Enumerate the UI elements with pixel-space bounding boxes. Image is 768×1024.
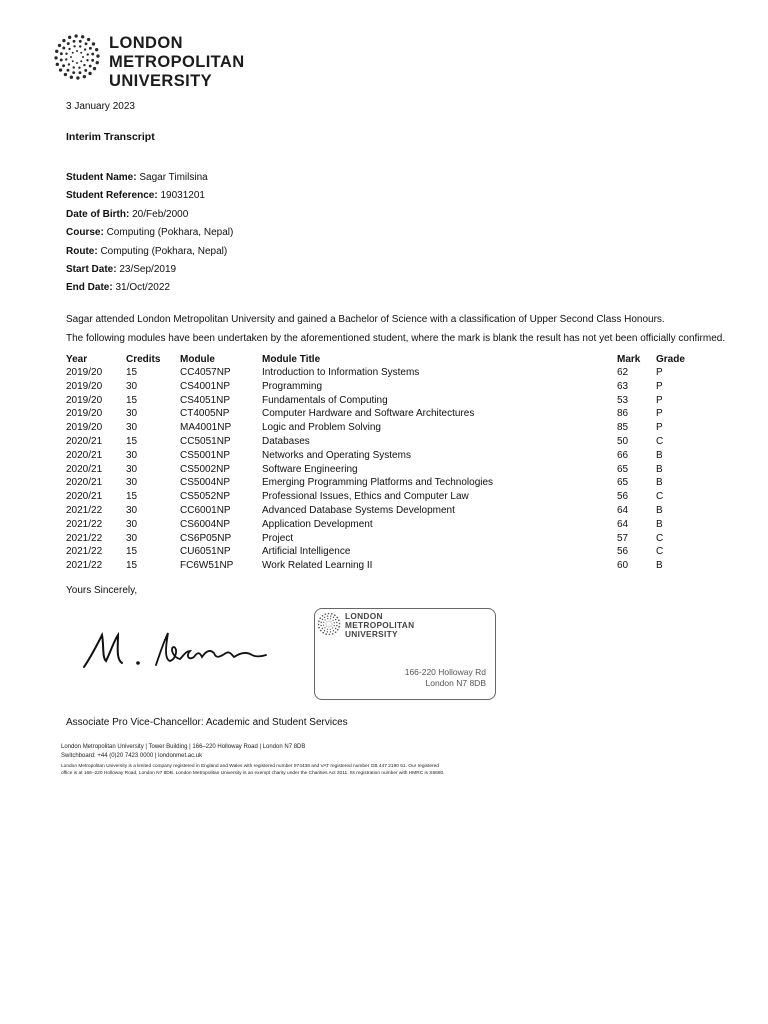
logo-dot — [330, 629, 331, 630]
route: Computing (Pokhara, Nepal) — [100, 245, 228, 257]
cell-credits: 15 — [126, 435, 138, 447]
cell-credits: 15 — [126, 394, 138, 406]
logo-dot — [337, 629, 339, 631]
table-row — [66, 491, 686, 505]
cell-module-code: FC6W51NP — [180, 560, 234, 572]
logo-dot — [62, 39, 65, 42]
logo-dot — [338, 626, 340, 628]
table-row — [66, 505, 686, 519]
cell-mark: 62 — [617, 367, 629, 378]
document-title: Interim Transcript — [66, 131, 155, 143]
logo-dot — [339, 623, 341, 625]
logo-dot — [336, 622, 337, 623]
logo-dot — [333, 617, 334, 618]
cell-module-code: CS4051NP — [180, 394, 231, 406]
cell-mark: 86 — [617, 408, 629, 420]
cell-module-title: Programming — [262, 380, 323, 392]
logo-dot — [329, 627, 330, 628]
logo-dot — [79, 71, 82, 74]
logo-dot — [330, 618, 331, 619]
logo-dot — [322, 632, 324, 634]
logo-dot — [327, 618, 328, 619]
logo-dot — [336, 617, 338, 619]
cell-credits: 15 — [126, 491, 138, 503]
logo-dot — [73, 40, 76, 43]
cell-credits: 15 — [126, 546, 138, 558]
cell-module-title: Project — [262, 532, 294, 544]
cell-module-code: CS5002NP — [180, 463, 231, 475]
start-date-label: Start Date: — [66, 264, 117, 276]
cell-credits: 30 — [126, 532, 138, 544]
logo-dot — [73, 66, 75, 68]
signature-image — [80, 625, 270, 675]
footer-address: London Metropolitan University | Tower Building | 166–220 Holloway Road | London N7 8DB — [61, 744, 306, 750]
stamp-university-name — [345, 612, 414, 640]
logo-dot — [79, 40, 82, 43]
logo-dot — [68, 63, 70, 65]
student-details — [66, 169, 233, 298]
logo-dot — [320, 630, 322, 632]
cell-grade: B — [656, 518, 663, 530]
footer-legal — [61, 763, 445, 777]
logo-dot — [72, 71, 75, 74]
logo-dot — [60, 59, 63, 62]
logo-dot — [331, 621, 332, 622]
cell-credits: 30 — [126, 422, 138, 434]
logo-dot — [65, 58, 67, 60]
cell-year: 2019/20 — [66, 380, 103, 392]
table-row — [66, 519, 686, 533]
cell-mark: 60 — [617, 560, 629, 572]
cell-module-title: Fundamentals of Computing — [262, 394, 388, 406]
logo-dot — [86, 59, 88, 61]
cell-credits: 15 — [126, 560, 138, 572]
logo-dot — [325, 619, 326, 620]
logo-dot — [322, 615, 324, 617]
logo-dot — [80, 52, 82, 54]
date-of-birth: 20/Feb/2000 — [132, 208, 189, 220]
cell-module-title: Professional Issues, Ethics and Computer Law — [262, 491, 469, 503]
logo-dot — [335, 628, 336, 629]
cell-module-title: Work Related Learning II — [262, 560, 373, 572]
logo-dot — [332, 620, 333, 621]
cell-year: 2019/20 — [66, 422, 103, 434]
cell-grade: P — [656, 394, 663, 406]
header-mark: Mark — [617, 354, 641, 365]
logo-dot — [336, 625, 337, 626]
header-grade: Grade — [656, 354, 685, 365]
logo-dot — [76, 50, 78, 52]
logo-dot — [324, 630, 325, 631]
logo-dot — [76, 62, 78, 64]
logo-dot — [96, 54, 99, 57]
logo-dot — [329, 634, 331, 635]
cell-credits: 30 — [126, 380, 138, 392]
logo-dot — [319, 617, 321, 619]
student-name-label: Student Name: — [66, 172, 137, 183]
cell-module-title: Advanced Database Systems Development — [262, 504, 455, 516]
cell-module-title: Logic and Problem Solving — [262, 422, 381, 434]
date-of-birth-label: Date of Birth: — [66, 208, 130, 220]
cell-module-title: Networks and Operating Systems — [262, 449, 411, 461]
cell-year: 2021/22 — [66, 518, 103, 530]
cell-grade: B — [656, 477, 663, 489]
logo-dot — [68, 48, 70, 50]
cell-mark: 85 — [617, 422, 629, 434]
logo-dot — [67, 42, 70, 45]
logo-dot — [320, 625, 321, 626]
header-year: Year — [66, 354, 88, 365]
table-header-row — [66, 352, 686, 367]
cell-grade: C — [656, 532, 664, 544]
logo-dot — [91, 53, 94, 56]
end-date-row — [66, 279, 233, 297]
cell-mark: 64 — [617, 504, 629, 516]
footer-contact — [61, 743, 305, 760]
signatory-role: Associate Pro Vice-Chancellor: Academic and Student Services — [66, 717, 348, 728]
logo-dot — [326, 624, 327, 625]
cell-module-code: CS6004NP — [180, 518, 231, 530]
table-row — [66, 464, 686, 478]
cell-year: 2020/21 — [66, 435, 103, 447]
cell-module-code: CS4001NP — [180, 380, 231, 392]
end-date-label: End Date: — [66, 282, 113, 294]
table-row — [66, 546, 686, 560]
logo-dot — [70, 56, 72, 58]
cell-module-code: CT4005NP — [180, 408, 230, 420]
cell-grade: C — [656, 491, 664, 503]
student-name-row — [66, 169, 233, 187]
cell-mark: 53 — [617, 394, 629, 406]
stamp-logo-icon — [318, 613, 342, 635]
cell-credits: 30 — [126, 449, 138, 461]
logo-dot — [54, 56, 57, 59]
closing-salutation: Yours Sincerely, — [66, 585, 138, 596]
logo-dot — [92, 42, 95, 45]
cell-module-code: CC5051NP — [180, 435, 231, 447]
cell-grade: B — [656, 504, 663, 516]
cell-module-title: Software Engineering — [262, 463, 358, 475]
cell-mark: 56 — [617, 491, 629, 503]
logo-dot — [70, 76, 73, 79]
course-row — [66, 224, 233, 242]
logo-dot — [324, 613, 326, 615]
cell-mark: 65 — [617, 477, 629, 489]
cell-module-title: Computer Hardware and Software Architectures — [262, 408, 475, 420]
table-row — [66, 381, 686, 395]
logo-line-1: LONDON — [109, 34, 183, 52]
logo-dot — [96, 61, 99, 64]
logo-dot — [56, 63, 59, 66]
logo-dot — [89, 47, 92, 50]
cell-mark: 57 — [617, 532, 629, 544]
logo-dot — [331, 613, 333, 615]
cell-year: 2019/20 — [66, 394, 103, 406]
end-date: 31/Oct/2022 — [115, 282, 170, 294]
logo-dot — [323, 625, 324, 626]
cell-module-code: CS6P05NP — [180, 532, 232, 544]
logo-dot — [333, 630, 334, 631]
logo-dot — [324, 617, 325, 618]
stamp-line-1: LONDON — [345, 611, 383, 621]
cell-grade: P — [656, 408, 663, 420]
logo-dot — [72, 52, 74, 54]
logo-dot — [338, 619, 340, 621]
logo-dot — [64, 73, 67, 76]
logo-dot — [88, 72, 91, 75]
logo-dot — [334, 614, 336, 616]
course-label: Course: — [66, 227, 104, 239]
cell-module-title: Application Development — [262, 518, 373, 530]
footer-legal-line-1: London Metropolitan University is a limited company registered in England and Wales with registered number 974438 and VAT registered number GB 447 2190 51. Our registered — [61, 764, 439, 769]
logo-dot — [326, 621, 327, 622]
logo-dot — [87, 53, 89, 55]
table-row — [66, 367, 686, 381]
student-reference-label: Student Reference: — [66, 190, 158, 202]
cell-year: 2021/22 — [66, 504, 103, 516]
cell-mark: 63 — [617, 380, 629, 392]
logo-dot — [327, 629, 328, 630]
logo-dot — [80, 60, 82, 62]
cell-credits: 30 — [126, 518, 138, 530]
university-logo-icon — [50, 32, 110, 82]
logo-dot — [55, 50, 58, 53]
logo-dot — [87, 38, 90, 41]
logo-dot — [81, 35, 84, 38]
stamp-address-line-2: London N7 8DB — [425, 678, 486, 688]
route-row — [66, 243, 233, 261]
logo-dot — [330, 631, 331, 632]
route-label: Route: — [66, 245, 98, 257]
logo-dot — [79, 45, 81, 47]
logo-dot — [62, 64, 65, 67]
cell-module-code: CS5001NP — [180, 449, 231, 461]
logo-dot — [95, 48, 98, 51]
stamp-line-3: UNIVERSITY — [345, 629, 398, 640]
cell-module-code: CS5052NP — [180, 491, 231, 503]
logo-dot — [76, 76, 79, 79]
logo-dot — [332, 633, 334, 635]
cell-module-code: CU6051NP — [180, 546, 231, 558]
cell-grade: B — [656, 463, 663, 475]
cell-module-code: CC6001NP — [180, 504, 231, 516]
table-row — [66, 477, 686, 491]
table-row — [66, 533, 686, 547]
header-credits: Credits — [126, 354, 161, 365]
cell-module-title: Introduction to Information Systems — [262, 367, 420, 378]
table-row — [66, 395, 686, 409]
letter-date: 3 January 2023 — [66, 101, 135, 112]
cell-credits: 30 — [126, 408, 138, 420]
logo-dot — [322, 619, 323, 620]
cell-grade: P — [656, 367, 663, 378]
logo-line-2: METROPOLITAN — [109, 53, 245, 71]
logo-dot — [326, 626, 327, 627]
logo-dot — [327, 631, 328, 632]
logo-dot — [325, 633, 327, 635]
cell-year: 2020/21 — [66, 463, 103, 475]
logo-dot — [93, 67, 96, 70]
cell-module-title: Databases — [262, 435, 310, 447]
course: Computing (Pokhara, Nepal) — [106, 227, 234, 239]
logo-dot — [330, 615, 331, 616]
cell-credits: 30 — [126, 463, 138, 475]
cell-module-code: CS5004NP — [180, 477, 231, 489]
logo-dot — [332, 624, 333, 625]
stamp-address-line-1: 166-220 Holloway Rd — [404, 667, 486, 677]
cell-mark: 56 — [617, 546, 629, 558]
logo-dot — [318, 620, 320, 622]
cell-mark: 50 — [617, 435, 629, 447]
logo-dot — [68, 36, 71, 39]
logo-dot — [335, 619, 336, 620]
logo-dot — [334, 622, 335, 623]
cell-year: 2021/22 — [66, 560, 103, 572]
table-row — [66, 422, 686, 436]
logo-dot — [78, 67, 80, 69]
date-of-birth-row — [66, 206, 233, 224]
cell-module-code: CC4057NP — [180, 367, 231, 378]
logo-dot — [74, 34, 77, 37]
logo-dot — [65, 53, 67, 55]
cell-grade: C — [656, 546, 664, 558]
modules-intro: The following modules have been undertaken by the aforementioned student, where the mark is blank the result has not yet been officially confirmed. — [66, 333, 726, 344]
logo-dot — [91, 59, 94, 62]
logo-dot — [62, 47, 65, 50]
logo-dot — [83, 64, 85, 66]
logo-dot — [58, 44, 61, 47]
table-row — [66, 450, 686, 464]
logo-dot — [85, 42, 88, 45]
logo-dot — [322, 628, 323, 629]
cell-grade: P — [656, 380, 663, 392]
cell-credits: 30 — [126, 504, 138, 516]
logo-dot — [84, 69, 87, 72]
award-statement: Sagar attended London Metropolitan University and gained a Bachelor of Science with a classification of Upper Second Class Honours. — [66, 314, 665, 325]
cell-year: 2021/22 — [66, 532, 103, 544]
start-date-row — [66, 261, 233, 279]
logo-dot — [318, 624, 319, 626]
logo-dot — [328, 613, 330, 614]
logo-dot — [327, 615, 328, 616]
logo-dot — [329, 621, 330, 622]
cell-mark: 64 — [617, 518, 629, 530]
university-name — [109, 34, 245, 91]
cell-grade: B — [656, 560, 663, 572]
student-name: Sagar Timilsina — [139, 172, 208, 183]
footer-legal-line-2: office is at 166–220 Holloway Road, London N7 8DB. London Metropolitan University is an exempt charity under the Charities Act 2011. Its registration number with HMRC is X6680. — [61, 771, 445, 776]
cell-year: 2020/21 — [66, 477, 103, 489]
cell-year: 2021/22 — [66, 546, 103, 558]
logo-dot — [83, 75, 86, 78]
logo-dot — [60, 52, 63, 55]
cell-mark: 66 — [617, 449, 629, 461]
cell-year: 2020/21 — [66, 449, 103, 461]
logo-dot — [59, 68, 62, 71]
cell-credits: 30 — [126, 477, 138, 489]
table-row — [66, 408, 686, 422]
cell-year: 2019/20 — [66, 408, 103, 420]
cell-year: 2019/20 — [66, 367, 103, 378]
cell-module-code: MA4001NP — [180, 422, 232, 434]
logo-line-3: UNIVERSITY — [109, 72, 213, 90]
logo-dot — [89, 65, 92, 68]
cell-grade: B — [656, 449, 663, 461]
table-row — [66, 560, 686, 574]
table-row — [66, 436, 686, 450]
cell-module-title: Artificial Intelligence — [262, 546, 351, 558]
modules-table — [66, 352, 686, 574]
logo-dot — [323, 622, 324, 623]
logo-dot — [334, 625, 335, 626]
logo-dot — [72, 60, 74, 62]
student-reference-row — [66, 187, 233, 205]
logo-dot — [332, 627, 333, 628]
cell-module-title: Emerging Programming Platforms and Technologies — [262, 477, 494, 489]
logo-dot — [73, 45, 75, 47]
logo-dot — [318, 627, 320, 629]
logo-dot — [67, 69, 70, 72]
stamp-address — [398, 667, 486, 689]
header-module: Module — [180, 354, 215, 365]
cell-mark: 65 — [617, 463, 629, 475]
cell-grade: P — [656, 422, 663, 434]
logo-dot — [335, 631, 337, 633]
start-date: 23/Sep/2019 — [119, 264, 177, 276]
cell-credits: 15 — [126, 367, 138, 378]
stamp-line-2: METROPOLITAN — [345, 620, 415, 631]
logo-dot — [324, 627, 325, 628]
logo-dot — [331, 626, 332, 627]
logo-dot — [84, 48, 86, 50]
cell-grade: C — [656, 435, 664, 447]
student-reference: 19031201 — [160, 190, 205, 202]
logo-dot — [82, 56, 84, 58]
header-module-title: Module Title — [262, 354, 321, 365]
footer-switchboard: Switchboard: +44 (0)20 7423 0000 | londonmet.ac.uk — [61, 752, 203, 759]
logo-dot — [320, 622, 321, 623]
cell-year: 2020/21 — [66, 491, 103, 503]
